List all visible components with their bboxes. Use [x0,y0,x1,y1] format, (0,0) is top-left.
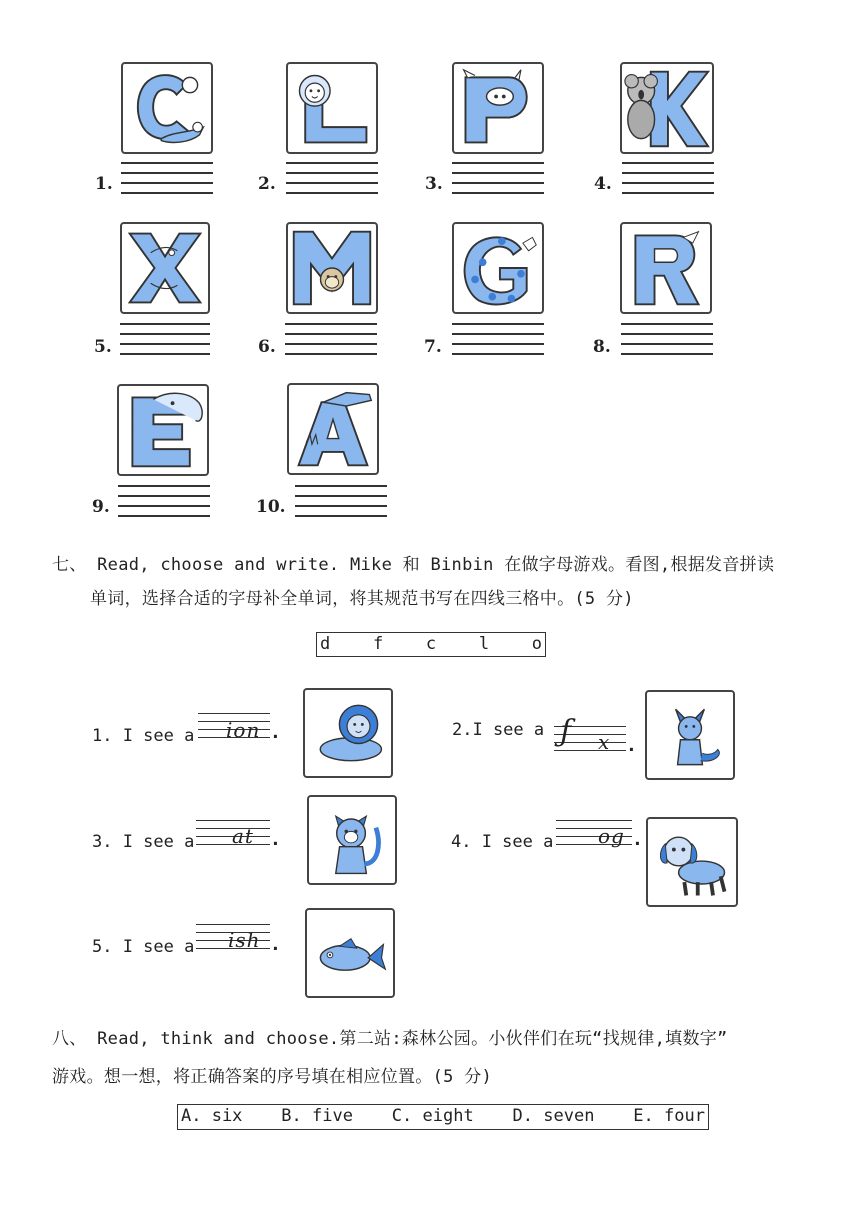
filled-word: x [598,730,611,754]
item-number: 7. [424,337,442,357]
writing-lines[interactable] [118,485,210,517]
option-c: C. eight [391,1106,474,1126]
filled-word: ion [226,718,261,742]
cat-picture [307,795,397,885]
option-b: B. five [281,1106,353,1126]
letter-card-g [452,222,544,314]
option-a: A. six [181,1106,243,1126]
item-number: 5. [94,337,112,357]
dog-picture [646,817,738,907]
period: . [270,829,281,850]
period: . [632,829,643,850]
option-d: D. seven [512,1106,595,1126]
number-options-box [177,1104,709,1130]
writing-lines[interactable] [452,162,544,194]
letter-card-e [117,384,209,476]
lion-picture [303,688,393,778]
period: . [626,735,637,756]
item-number: 4. [594,174,612,194]
section-7-title-cont: 单词，选择合适的字母补全单词，将其规范书写在四线三格中。(5 分) [90,589,634,609]
letter-options-box [316,632,546,657]
option-e: E. four [633,1106,705,1126]
letter-card-r [620,222,712,314]
letter-card-k [620,62,714,154]
item-number: 8. [593,337,611,357]
section-8-title-cont: 游戏。想一想，将正确答案的序号填在相应位置。(5 分) [52,1067,493,1087]
sentence-2: 2.I see a [452,720,545,740]
writing-lines[interactable] [621,323,713,355]
period: . [270,722,281,743]
sentence-3: 3. I see a [92,832,195,852]
option-letter: o [531,634,542,654]
f-letter: ƒ [560,714,573,749]
letter-card-m [286,222,378,314]
writing-lines[interactable] [622,162,714,194]
option-letter: l [478,634,490,654]
letter-card-c [121,62,213,154]
writing-lines[interactable] [121,162,213,194]
writing-lines[interactable] [120,323,210,355]
filled-word: ish [228,928,261,952]
item-number: 9. [92,497,110,517]
letter-card-p [452,62,544,154]
letter-card-l [286,62,378,154]
option-letter: f [372,634,384,654]
section-7-title: 七、 Read, choose and write. Mike 和 Binbin 在做字母游戏。看图,根据发音拼读 [52,555,775,575]
letter-card-a [287,383,379,475]
item-number: 3. [425,174,443,194]
filled-word: og [598,824,625,848]
fox-picture [645,690,735,780]
option-letter: c [425,634,437,654]
writing-lines[interactable] [452,323,544,355]
section-8-title: 八、 Read, think and choose.第二站:森林公园。小伙伴们在玩“找规律,填数字” [52,1029,728,1049]
sentence-1: 1. I see a [92,726,195,746]
writing-lines[interactable] [286,162,378,194]
item-number: 6. [258,337,276,357]
fish-picture [305,908,395,998]
writing-lines[interactable] [285,323,377,355]
writing-lines[interactable] [295,485,387,517]
filled-word: at [232,824,254,848]
item-number: 2. [258,174,276,194]
period: . [270,934,281,955]
item-number: 10. [256,497,286,517]
letter-card-x [120,222,210,314]
item-number: 1. [95,174,113,194]
sentence-4: 4. I see a [451,832,554,852]
option-letter: d [320,634,331,654]
sentence-5: 5. I see a [92,937,195,957]
